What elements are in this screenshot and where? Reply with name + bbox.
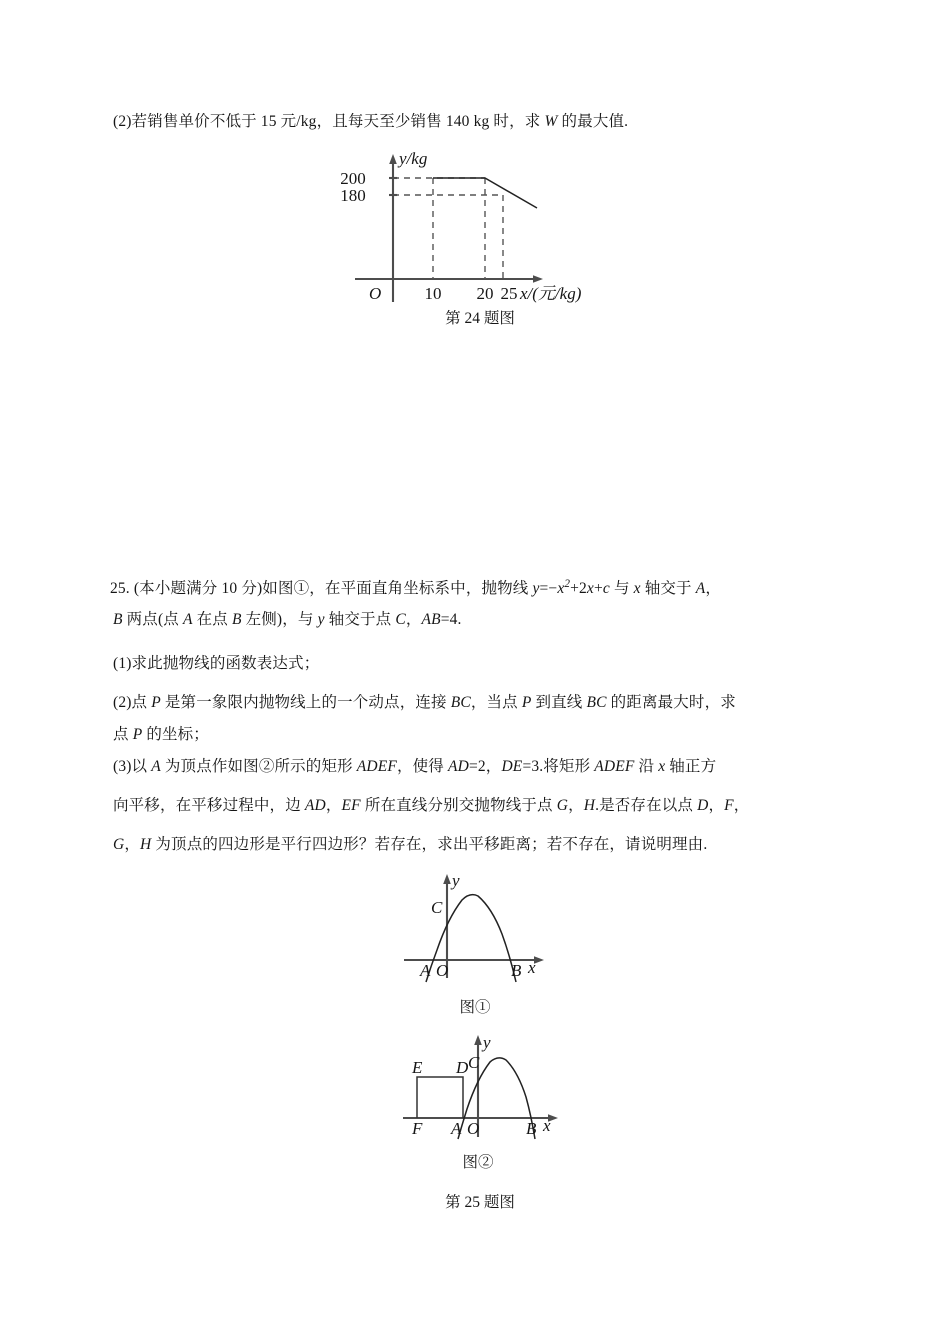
q25-stem2-y-axis: y	[317, 611, 325, 628]
q25-stem2-point-b2: B	[231, 611, 242, 628]
q25-sub2-point-p2: P	[521, 694, 532, 711]
q25-sub2l2-text-b: 的坐标；	[142, 726, 209, 743]
question-25-stem-line-1	[110, 576, 721, 601]
q24-xtick-label-10: 10	[424, 284, 442, 303]
q25-sub3-text-d: =2，	[468, 758, 502, 775]
q25-eq-y: y	[532, 580, 540, 598]
question-25-stem-line-2	[113, 608, 462, 632]
q25-sub3l2-text-e: .是否存在以点	[595, 797, 698, 814]
q24-xtick-label-20: 20	[476, 284, 494, 303]
q25-sub3l2-point-f: F	[724, 797, 734, 814]
q25-stem2-point-b: B	[113, 611, 123, 628]
q24-prompt-text-a: (2)若销售单价不低于 15 元/kg，且每天至少销售 140 kg 时，求	[113, 113, 545, 130]
fig1-y-axis-arrow-icon	[443, 874, 451, 884]
q24-x-axis-arrow-icon	[533, 275, 543, 283]
q24-x-axis-label: x/(元/kg)	[520, 284, 582, 303]
q25-sub2-text-a: (2)点	[113, 694, 152, 711]
question-25-figure-2-caption: 图②	[462, 1154, 494, 1171]
q25-sub2-text-c: ，当点	[470, 694, 522, 711]
question-25-figure-2	[378, 1025, 593, 1150]
q25-sub2l2-text-a: 点	[113, 726, 133, 743]
q25-stem-point-a: A	[695, 580, 706, 598]
q25-sub3l3-point-h: H	[140, 836, 152, 853]
q25-stem2-text-b: 两点(点	[122, 611, 183, 628]
q25-sub3l2-text-f: ，	[708, 797, 725, 814]
q25-sub2-line-bc: BC	[586, 694, 607, 711]
q24-y-axis-label: y/kg	[399, 149, 428, 168]
q25-sub3l2-point-d: D	[697, 797, 709, 814]
question-25-sub-1: (1)求此抛物线的函数表达式；	[113, 655, 320, 672]
fig2-rectangle-adef	[417, 1077, 463, 1118]
q25-sub3-segment-de: DE	[501, 758, 523, 775]
q25-sub3l2-text-b: ，	[325, 797, 342, 814]
q24-y-axis-arrow-icon	[389, 154, 397, 164]
question-25-sub-3-line-3	[113, 833, 707, 857]
fig2-y-axis-arrow-icon	[474, 1035, 482, 1045]
fig1-origin-label: O	[436, 961, 449, 980]
q25-stem2-point-a: A	[182, 611, 193, 628]
q25-sub2-text-e: 的距离最大时，求	[606, 694, 736, 711]
q25-eq-exponent: 2	[564, 578, 571, 590]
fig1-point-b-label: B	[511, 961, 522, 980]
q25-eq-x: x	[557, 580, 565, 598]
fig2-point-d-label: D	[456, 1058, 469, 1077]
q25-sub3-text-f: 沿	[634, 758, 659, 775]
q24-graph-svg	[340, 149, 610, 315]
q25-sub3l2-segment-ef: EF	[341, 797, 361, 814]
q25-sub3l2-text-c: 所在直线分别交抛物线于点	[360, 797, 557, 814]
question-24-prompt	[113, 110, 628, 134]
q25-eq-tail: +2	[570, 580, 587, 598]
q25-sub3l2-text-g: ，	[733, 797, 750, 814]
fig2-origin-label: O	[467, 1119, 480, 1138]
q25-stem-text-d: ，	[705, 580, 721, 598]
q25-sub2-segment-bc: BC	[450, 694, 471, 711]
fig2-point-c-label: C	[468, 1053, 480, 1072]
question-25-sub-2-line-2	[113, 723, 209, 747]
q25-sub3-text-g: 轴正方	[665, 758, 717, 775]
fig2-point-e-label: E	[412, 1058, 423, 1077]
q25-stem-text-b: 与	[609, 580, 634, 598]
fig1-point-c-label: C	[431, 898, 443, 917]
q25-sub2-text-b: 是第一象限内抛物线上的一个动点，连接	[160, 694, 451, 711]
q25-sub3-text-e: =3.将矩形	[522, 758, 595, 775]
question-25-sub-3-line-2	[113, 794, 749, 818]
q25-sub3-text-b: 为顶点作如图②所示的矩形	[160, 758, 357, 775]
fig2-point-f-label: F	[412, 1119, 423, 1138]
q25-eq-rest: =−	[539, 580, 558, 598]
question-25-caption: 第 25 题图	[445, 1194, 515, 1211]
q25-sub3l3-point-g: G	[113, 836, 125, 853]
q25-sub3l3-text-b: 为顶点的四边形是平行四边形？若存在，求出平移距离；若不存在，请说明理由.	[151, 836, 708, 853]
q24-xtick-label-25: 25	[500, 284, 518, 303]
q25-eq-x2: x	[586, 580, 594, 598]
q25-sub3l3-text-a: ，	[124, 836, 141, 853]
q25-stem2-segment-ab: AB	[421, 611, 441, 628]
fig2-y-axis-label: y	[483, 1033, 491, 1052]
question-25-sub-2-line-1	[113, 691, 736, 715]
question-25-sub-3-line-1	[113, 755, 716, 779]
q25-stem2-text-d: 左侧)，与	[241, 611, 318, 628]
fig1-point-a-label: A	[420, 961, 431, 980]
q25-stem-text-c: 轴交于	[640, 580, 696, 598]
q25-sub3-rect-adef2: ADEF	[594, 758, 635, 775]
q25-stem-x-axis: x	[633, 580, 641, 598]
q25-fig2-svg	[378, 1025, 593, 1150]
q25-stem-text-a: 25. (本小题满分 10 分)如图①，在平面直角坐标系中，抛物线	[110, 580, 533, 598]
q25-sub2-text-d: 到直线	[531, 694, 587, 711]
question-24-figure	[340, 149, 610, 315]
q25-sub2-point-p: P	[151, 694, 161, 711]
q24-origin-label: O	[369, 284, 382, 303]
q25-fig1-svg	[398, 868, 578, 993]
q25-sub2l2-point-p: P	[132, 726, 143, 743]
q24-prompt-variable-w: W	[544, 113, 558, 130]
q25-sub3-segment-ad: AD	[448, 758, 469, 775]
q25-eq-c: c	[602, 580, 610, 598]
q25-stem2-text-c: 在点	[192, 611, 232, 628]
fig2-x-axis-label: x	[543, 1116, 551, 1135]
question-24-caption: 第 24 题图	[445, 310, 515, 327]
q25-sub3-point-a: A	[151, 758, 161, 775]
q25-sub3-text-a: (3)以	[113, 758, 152, 775]
q25-sub3l2-segment-ad: AD	[304, 797, 326, 814]
q25-stem2-point-c: C	[395, 611, 406, 628]
q25-sub3-text-c: ，使得	[397, 758, 448, 775]
q24-prompt-text-b: 的最大值.	[557, 113, 629, 130]
q25-sub3l2-text-d: ，	[568, 797, 584, 814]
fig2-point-a-label: A	[451, 1119, 462, 1138]
fig1-y-axis-label: y	[452, 871, 460, 890]
fig2-point-b-label: B	[526, 1119, 537, 1138]
q25-stem2-text-f: ，	[405, 611, 422, 628]
q24-ytick-label-180: 180	[340, 186, 366, 205]
q25-stem2-text-g: =4.	[440, 611, 462, 628]
question-25-figure-1-caption: 图①	[459, 999, 491, 1016]
q25-stem2-text-e: 轴交于点	[324, 611, 396, 628]
question-25-figure-1	[398, 868, 578, 993]
fig1-x-axis-label: x	[528, 958, 536, 977]
q24-ytick-label-200: 200	[340, 169, 366, 188]
q25-sub3-rect-adef: ADEF	[356, 758, 397, 775]
q25-sub3l2-point-g: G	[556, 797, 569, 814]
q25-eq-plus: +	[593, 580, 603, 598]
q25-sub3l2-point-h: H	[583, 797, 596, 814]
q25-sub3-x-axis: x	[658, 758, 666, 775]
q25-sub3l2-text-a: 向平移，在平移过程中，边	[113, 797, 305, 814]
